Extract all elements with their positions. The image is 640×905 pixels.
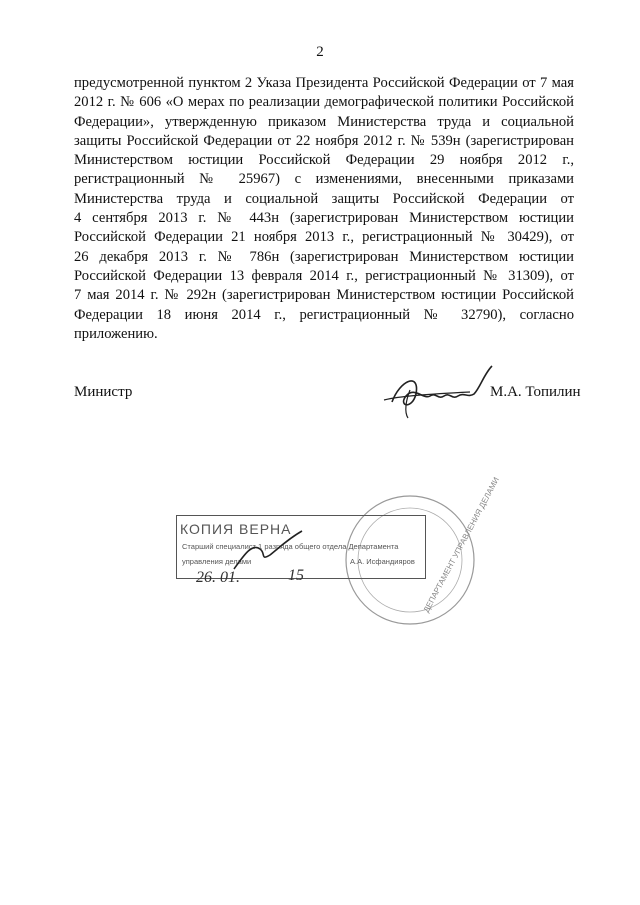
stamp-year: 15 — [288, 567, 304, 584]
body-line: Российской Федерации 21 ноября 2013 г., регистрационный № 30429), от — [74, 229, 574, 246]
seal-text: ДЕПАРТАМЕНТ УПРАВЛЕНИЯ ДЕЛАМИ — [421, 475, 502, 614]
signatory-name: М.А. Топилин — [490, 384, 581, 400]
handwritten-signature — [380, 360, 500, 430]
body-line: 4 сентября 2013 г. № 443н (зарегистрирован Министерством юстиции — [74, 210, 574, 227]
stamp-title: КОПИЯ ВЕРНА — [180, 521, 292, 537]
signature-block — [0, 360, 640, 430]
stamp-department: управления делами — [182, 557, 252, 566]
body-line: 7 мая 2014 г. № 292н (зарегистрирован Министерством юстиции Российской — [74, 287, 574, 304]
body-line: Министерства труда и социальной защиты Российской Федерации от — [74, 190, 574, 207]
body-line: Министерством юстиции Российской Федерации 29 ноября 2012 г., — [74, 152, 574, 169]
stamp-official-name: А.А. Исфандияров — [350, 557, 415, 566]
body-paragraph — [74, 74, 574, 344]
body-line: регистрационный № 25967) с изменениями, внесенными приказами — [74, 171, 574, 188]
stamp-position: Старший специалист 1 разряда общего отдела Департамента — [182, 542, 399, 551]
signatory-role: Министр — [74, 384, 133, 400]
stamp-date: 26. 01. — [196, 569, 240, 586]
body-line: предусмотренной пунктом 2 Указа Президента Российской Федерации от 7 мая — [74, 75, 574, 91]
body-line: 2012 г. № 606 «О мерах по реализации демографической политики Российской — [74, 94, 574, 111]
body-line: 26 декабря 2013 г. № 786н (зарегистрирован Министерством юстиции — [74, 248, 574, 265]
body-line: Федерации», утвержденную приказом Министерства труда и социальной — [74, 113, 574, 130]
body-line: Российской Федерации 13 февраля 2014 г., регистрационный № 31309), от — [74, 267, 574, 284]
body-line: приложению. — [74, 325, 158, 342]
copy-certification-stamp — [170, 475, 502, 645]
body-line: Федерации 18 июня 2014 г., регистрационный № 32790), согласно — [74, 306, 574, 323]
body-line: защиты Российской Федерации от 22 ноября 2012 г. № 539н (зарегистрирован — [74, 132, 574, 149]
page-number: 2 — [316, 44, 324, 60]
